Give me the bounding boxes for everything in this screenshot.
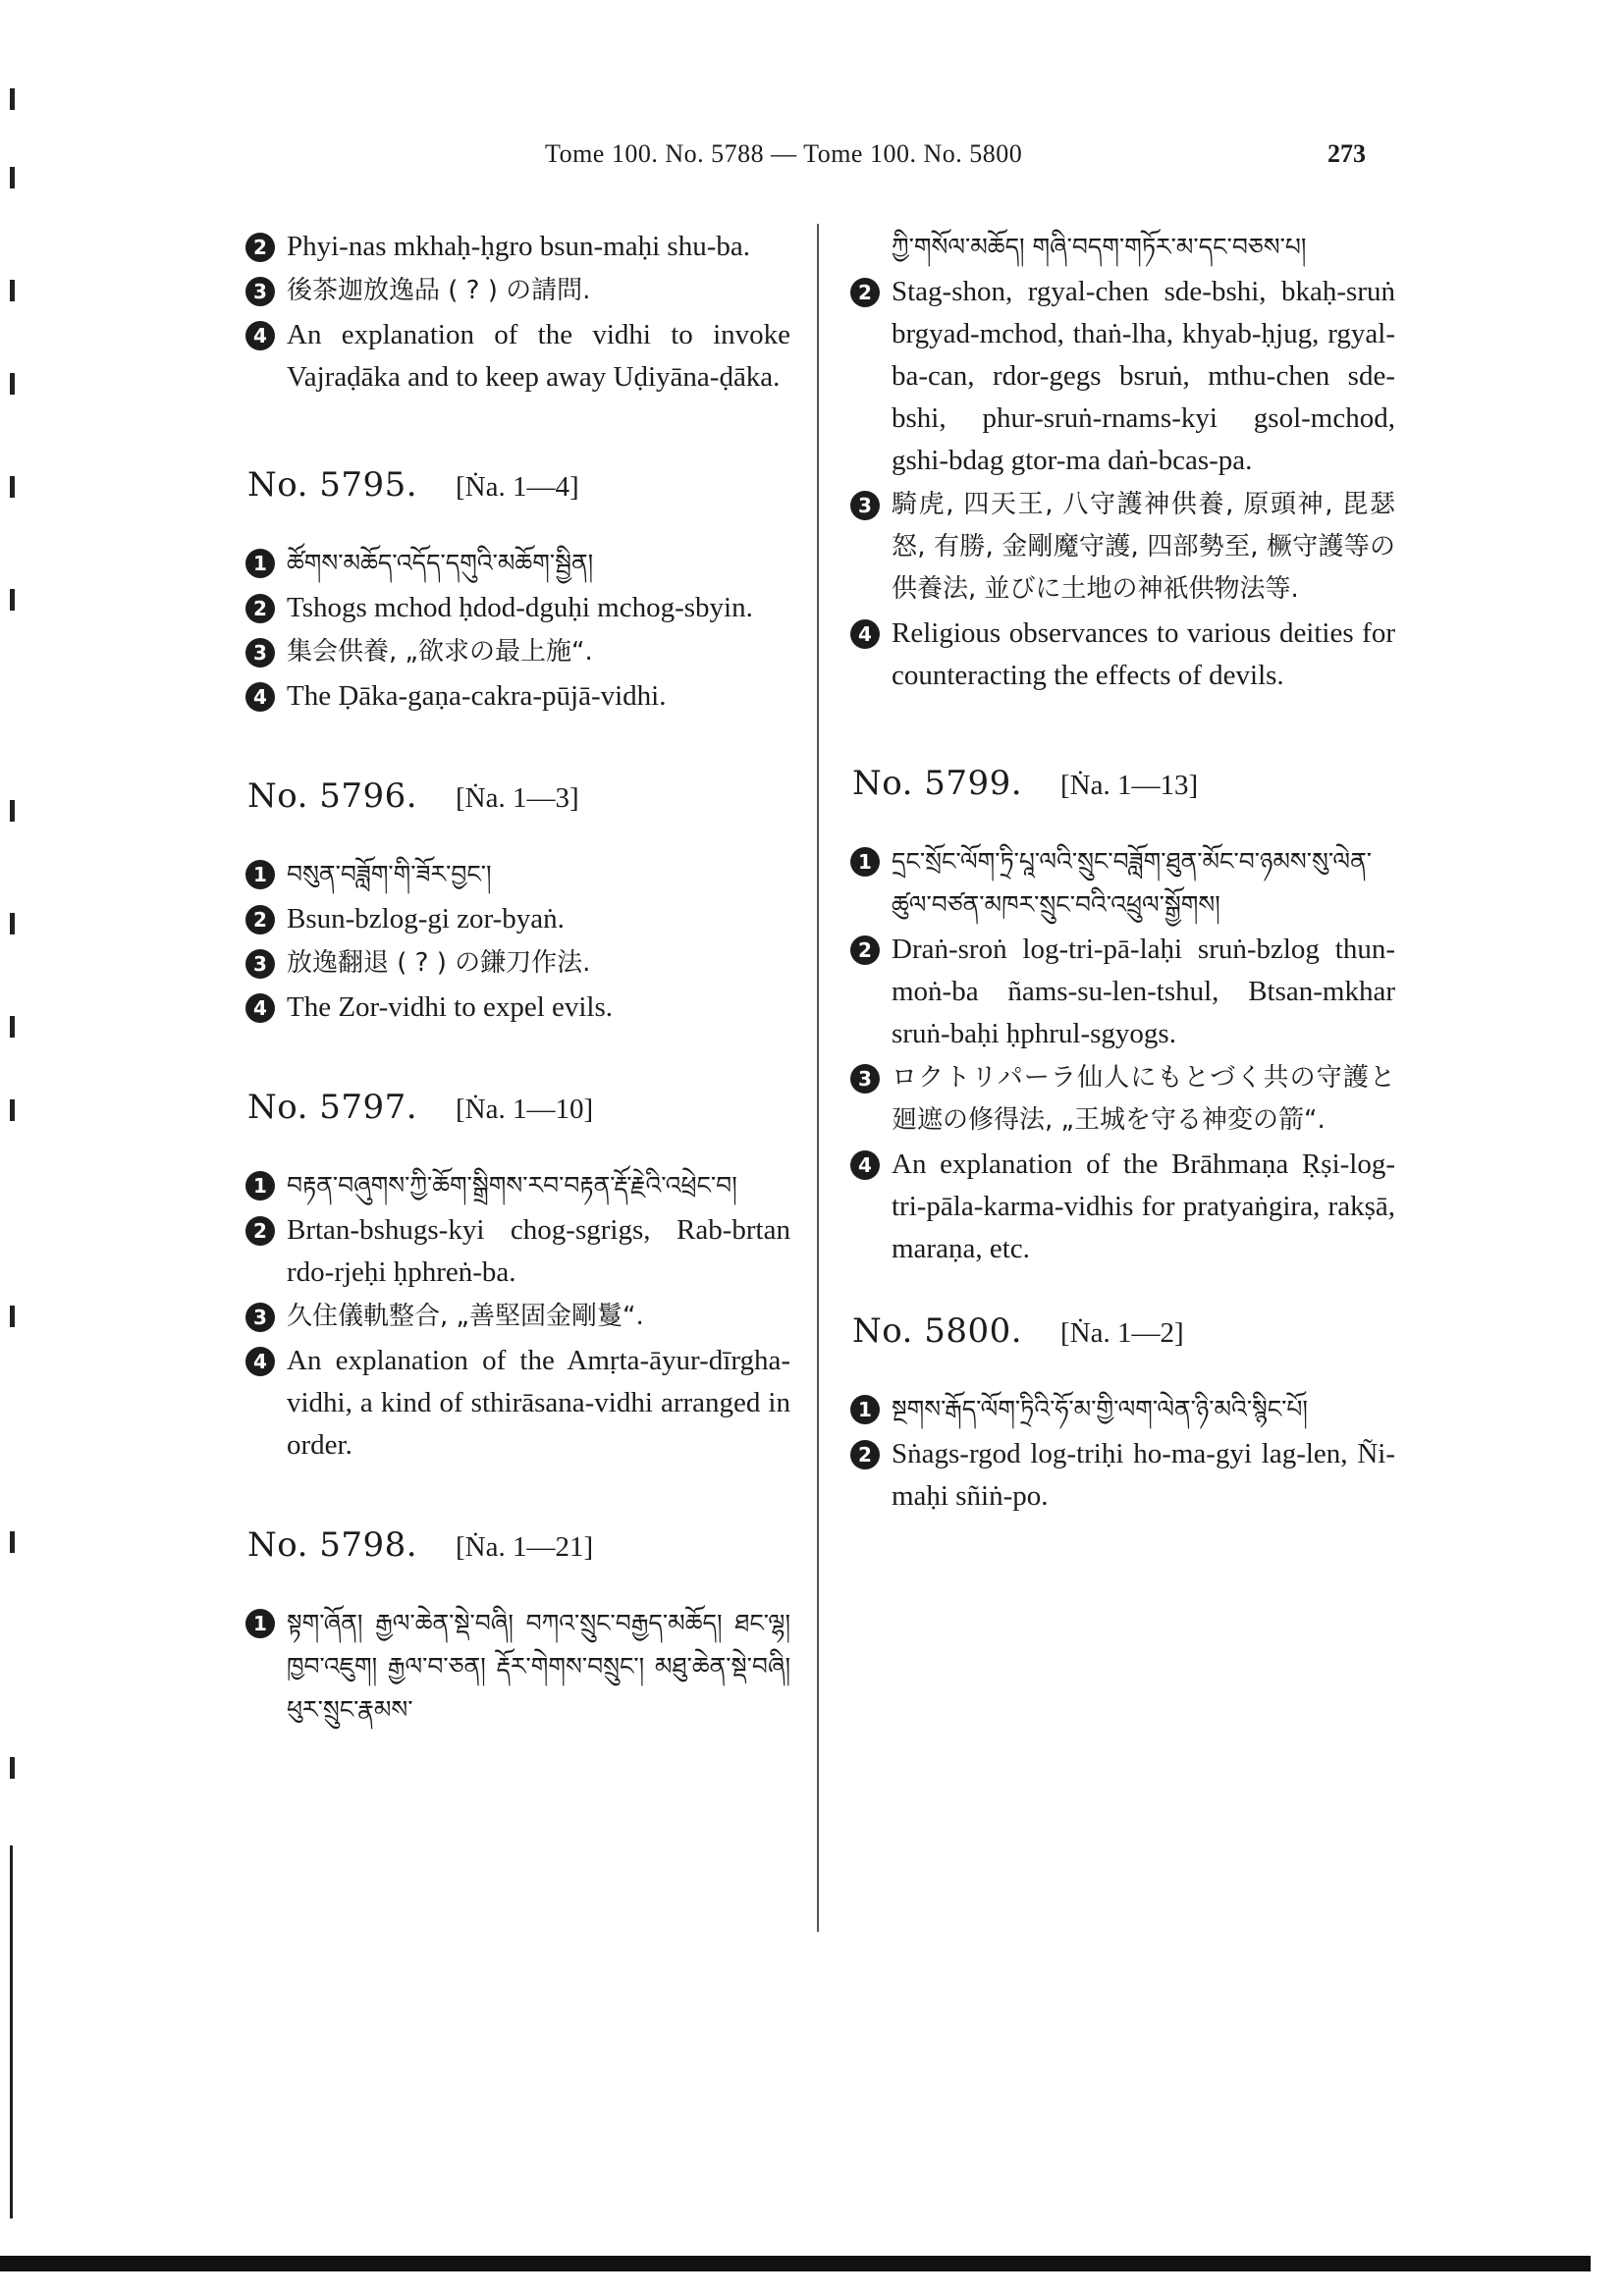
entry-item: [850, 271, 1395, 482]
entry-5796: [245, 776, 790, 1029]
scan-edge-mark: [10, 800, 15, 822]
item-marker: 4: [245, 993, 275, 1023]
entry-item: [850, 840, 1395, 927]
entry-item: [245, 853, 790, 896]
japanese-title: 久住儀軌整合, „善堅固金剛鬘“.: [287, 1302, 644, 1331]
entry-heading: [245, 1525, 790, 1565]
entry-item: [245, 1340, 790, 1467]
tibetan-title: སྔགས་རྒོད་ལོག་ཏྲིའི་ཧོ་མ་གྱི་ལག་ལེན་ཉི་མའི་སྙིང་པོ།: [892, 1395, 1308, 1423]
entry-reference: [Ṅa. 1—2]: [1060, 1317, 1184, 1349]
item-marker: 3: [245, 949, 275, 979]
entry-item: [850, 1144, 1395, 1270]
entry-item: [245, 1209, 790, 1294]
scan-edge-mark: [10, 913, 15, 934]
entry-number: No. 5796.: [247, 776, 418, 816]
item-marker: 3: [850, 1064, 880, 1094]
item-marker: 1: [245, 1171, 275, 1201]
japanese-title: 後茶迦放逸品 ( ? ) の請問.: [287, 276, 591, 305]
scan-edge-mark: [10, 1306, 15, 1327]
item-marker: 4: [850, 1150, 880, 1180]
entry-number: No. 5795.: [247, 465, 418, 505]
entry-5798: [245, 1525, 790, 1732]
tibetan-title: སྟག་ཞོན། རྒྱལ་ཆེན་སྡེ་བཞི། བཀའ་སྲུང་བརྒྱད་མཆོད། ཐང་ལྷ། ཁྱབ་འཇུག། རྒྱལ་བ་ཅན། རྡོར་གེགས་བསྲུང་། མཐུ་ཆེན་སྡེ་བཞི། ཕུར་སྲུང་རྣམས་: [287, 1609, 790, 1724]
tibetan-title-continued: ཀྱི་གསོལ་མཆོད། གཞི་བདག་གཏོར་མ་དང་བཅས་པ།: [892, 233, 1307, 261]
entry-item: [245, 987, 790, 1029]
right-column: [850, 226, 1395, 1520]
english-description: An explanation of the Brāhmaṇa Ṛṣi-log-tri-pāla-karma-vidhis for pratyaṅgira, rakṣā, maraṇa, etc.: [892, 1148, 1395, 1264]
entry-item: [245, 226, 790, 268]
item-marker: 2: [245, 233, 275, 262]
entry-item: [245, 631, 790, 673]
item-marker: 2: [850, 1440, 880, 1469]
item-marker: 1: [245, 860, 275, 889]
page-number: 273: [1327, 139, 1366, 168]
entry-item: [850, 484, 1395, 611]
romanized-title: Stag-shon, rgyal-chen sde-bshi, bkaḥ-sruṅ brgyad-mchod, thaṅ-lha, khyab-ḥjug, rgyal-ba-can, rdor-gegs bsruṅ, mthu-chen sde-bshi, phur-sruṅ-rnams-kyi gsol-mchod, gshi-bdag gtor-ma daṅ-bcas-pa.: [892, 276, 1395, 476]
scan-edge-mark: [10, 1757, 15, 1779]
entry-item: [245, 1602, 790, 1732]
item-marker: 3: [245, 638, 275, 667]
entry-item: [245, 1164, 790, 1207]
item-marker: 3: [245, 277, 275, 306]
item-marker: 4: [245, 321, 275, 350]
entry-item: [245, 587, 790, 629]
scan-edge-mark: [10, 280, 15, 301]
page-header: [0, 139, 1624, 179]
entry-item: [850, 1433, 1395, 1518]
entry-heading: [850, 764, 1395, 803]
page-bottom-rule: [0, 2256, 1591, 2271]
entry-heading: [850, 1311, 1395, 1351]
entry-5800: [850, 1311, 1395, 1518]
entry-5794-continued: [245, 226, 790, 399]
item-marker: 2: [850, 278, 880, 307]
item-marker: 2: [245, 594, 275, 623]
scan-edge-mark: [10, 589, 15, 611]
item-marker: 1: [850, 1395, 880, 1424]
entry-item: [245, 898, 790, 940]
running-head: Tome 100. No. 5788 — Tome 100. No. 5800: [545, 139, 1023, 168]
entry-reference: [Ṅa. 1—4]: [456, 471, 579, 503]
entry-number: No. 5798.: [247, 1525, 418, 1565]
entry-5798-continued: [850, 226, 1395, 697]
entry-heading: [245, 776, 790, 816]
entry-item: [245, 1296, 790, 1338]
scan-edge-mark: [10, 1531, 15, 1553]
entry-heading: [245, 465, 790, 505]
item-marker: 3: [245, 1303, 275, 1332]
japanese-title: 放逸翻退 ( ? ) の鎌刀作法.: [287, 948, 591, 978]
entry-item: [850, 226, 1395, 269]
romanized-title: Phyi-nas mkhaḥ-ḥgro bsun-maḥi shu-ba.: [287, 231, 750, 262]
entry-item: [850, 613, 1395, 697]
entry-heading: [245, 1088, 790, 1127]
scan-edge-mark: [10, 1016, 15, 1038]
entry-5795: [245, 465, 790, 718]
column-divider: [817, 224, 819, 1932]
english-description: The Zor-vidhi to expel evils.: [287, 991, 614, 1023]
tibetan-title: བསུན་བཟློག་གི་ཟོར་བྱང་།: [287, 860, 492, 888]
romanized-title: Draṅ-sroṅ log-tri-pā-laḥi sruṅ-bzlog thun-moṅ-ba ñams-su-len-tshul, Btsan-mkhar sruṅ-baḥi ḥphrul-sgyogs.: [892, 934, 1395, 1049]
scan-edge-mark: [10, 167, 15, 188]
romanized-title: Brtan-bshugs-kyi chog-sgrigs, Rab-brtan rdo-rjeḥi ḥphreṅ-ba.: [287, 1214, 790, 1288]
romanized-title: Bsun-bzlog-gi zor-byaṅ.: [287, 903, 565, 934]
english-description: An explanation of the vidhi to invoke Vajraḍāka and to keep away Uḍiyāna-ḍāka.: [287, 319, 790, 393]
entry-reference: [Ṅa. 1—3]: [456, 782, 579, 814]
entry-item: [245, 270, 790, 312]
item-marker: 2: [245, 905, 275, 934]
entry-item: [245, 542, 790, 585]
entry-reference: [Ṅa. 1—13]: [1060, 770, 1199, 801]
item-marker: 4: [850, 619, 880, 649]
item-marker: 2: [245, 1216, 275, 1246]
item-marker: 1: [245, 549, 275, 578]
scan-edge-mark: [10, 1099, 15, 1121]
entry-item: [850, 1057, 1395, 1142]
left-column: [245, 226, 790, 1734]
english-description: The Ḍāka-gaṇa-cakra-pūjā-vidhi.: [287, 680, 667, 712]
entry-5799: [850, 764, 1395, 1270]
english-description: An explanation of the Amṛta-āyur-dīrgha-vidhi, a kind of sthirāsana-vidhi arranged in order.: [287, 1345, 790, 1461]
entry-5797: [245, 1088, 790, 1467]
tibetan-title: དྲང་སྲོང་ལོག་ཏྲི་པཱ་ལའི་སྲུང་བཟློག་ཐུན་མོང་བ་ཉམས་སུ་ལེན་ཚུལ་བཙན་མཁར་སྲུང་བའི་འཕྲུལ་སྒྱོགས།: [892, 847, 1373, 919]
japanese-title: 集会供養, „欲求の最上施“.: [287, 637, 593, 667]
item-marker: 3: [850, 491, 880, 520]
japanese-title: 騎虎, 四天王, 八守護神供養, 原頭神, 毘瑟怒, 有勝, 金剛魔守護, 四部勢至, 橛守護等の供養法, 並びに土地の神祇供物法等.: [892, 490, 1395, 604]
entry-item: [245, 942, 790, 985]
entry-item: [245, 675, 790, 718]
scan-edge-mark: [10, 373, 15, 395]
item-marker: 4: [245, 1347, 275, 1376]
entry-item: [850, 1388, 1395, 1431]
romanized-title: Sṅags-rgod log-triḥi ho-ma-gyi lag-len, Ñi-maḥi sñiṅ-po.: [892, 1438, 1395, 1512]
romanized-title: Tshogs mchod ḥdod-dguḥi mchog-sbyin.: [287, 592, 753, 623]
item-marker: 1: [245, 1609, 275, 1638]
entry-item: [850, 929, 1395, 1055]
entry-reference: [Ṅa. 1—21]: [456, 1531, 594, 1563]
scan-edge-mark: [10, 476, 15, 498]
english-description: Religious observances to various deities for counteracting the effects of devils.: [892, 617, 1395, 691]
tibetan-title: ཚོགས་མཆོད་འདོད་དགུའི་མཆོག་སྦྱིན།: [287, 549, 594, 577]
entry-number: No. 5800.: [852, 1311, 1023, 1351]
tibetan-title: བརྟན་བཞུགས་ཀྱི་ཆོག་སྒྲིགས་རབ་བརྟན་རྡོ་རྗེའི་འཕྲེང་བ།: [287, 1171, 737, 1200]
item-marker: 2: [850, 935, 880, 965]
entry-reference: [Ṅa. 1—10]: [456, 1094, 594, 1125]
entry-number: No. 5797.: [247, 1088, 418, 1127]
item-marker: 1: [850, 847, 880, 877]
entry-item: [245, 314, 790, 399]
japanese-title: ロクトリパーラ仙人にもとづく共の守護と廻遮の修得法, „王城を守る神変の箭“.: [892, 1063, 1395, 1135]
scan-edge-mark: [10, 88, 15, 110]
entry-number: No. 5799.: [852, 764, 1023, 803]
scan-edge-mark: [10, 1845, 13, 2218]
item-marker: 4: [245, 682, 275, 712]
